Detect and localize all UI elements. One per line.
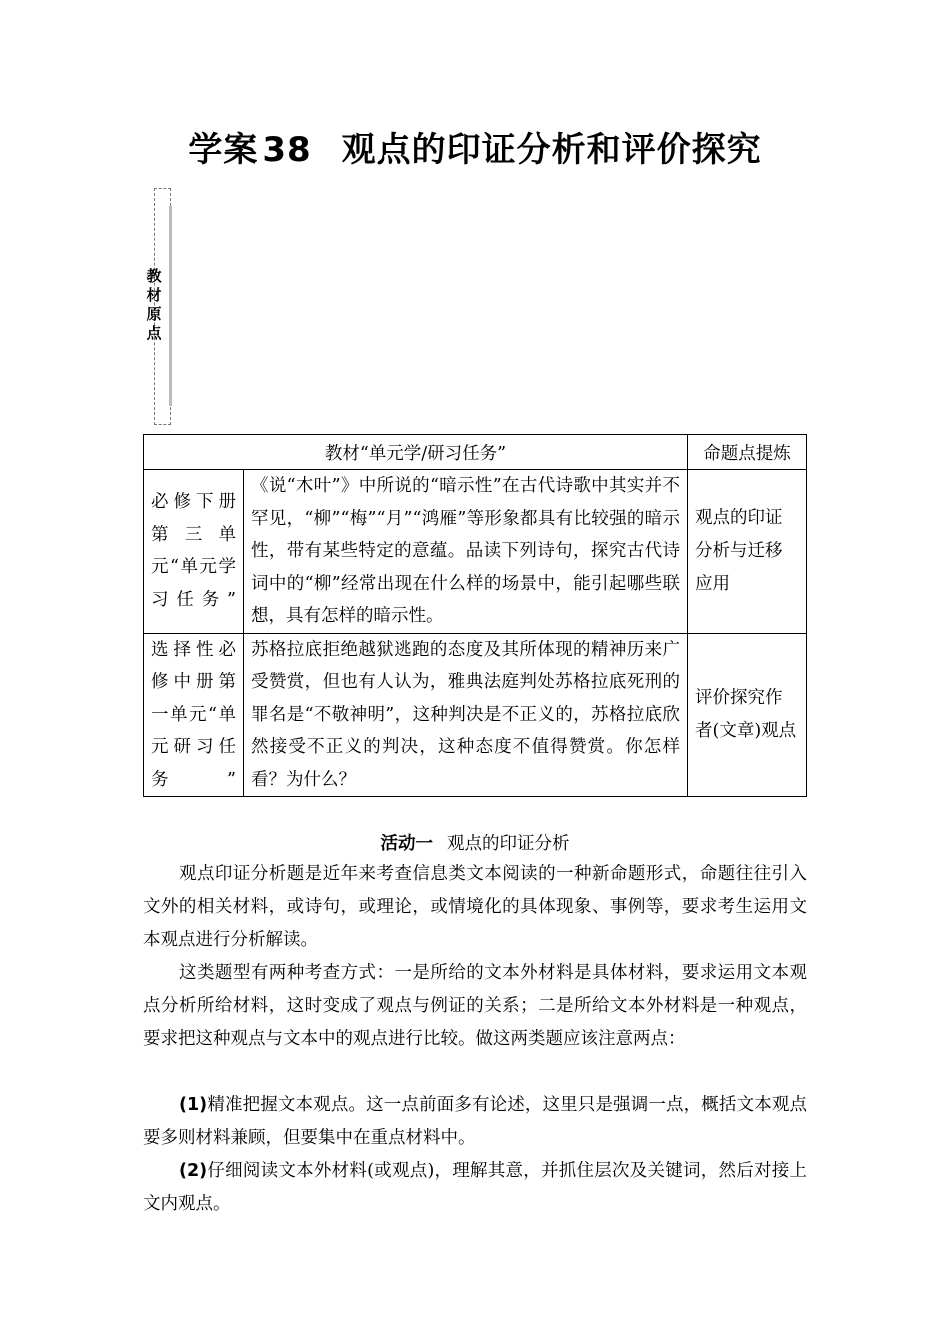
table-cell-task: 苏格拉底拒绝越狱逃跑的态度及其所体现的精神历来广受赞赏，但也有人认为，雅典法庭判处苏格拉底死刑的罪名是“不敬神明”，这种判决是不正义的，苏格拉底欣然接受不正义的判决，这种态度不值得赞赏。你怎样看？为什么？ [244, 633, 688, 797]
point-1-text: 精准把握文本观点。这一点前面多有论述，这里只是强调一点，概括文本观点要多则材料兼顾，但要集中在重点材料中。 [143, 1095, 807, 1148]
table-cell-point: 评价探究作者(文章)观点 [688, 633, 807, 797]
side-tab-label: 教 材 原 点 [146, 267, 162, 342]
paragraph-methods: 这类题型有两种考查方式：一是所给的文本外材料是具体材料，要求运用文本观点分析所给材料，这时变成了观点与例证的关系；二是所给文本外材料是一种观点，要求把这种观点与文本中的观点进行比较。做这两类题应该注意两点： [143, 963, 807, 1049]
table-cell-source: 选择性必修中册第一单元“单元研习任务” [144, 633, 244, 797]
table-cell-task: 《说“木叶”》中所说的“暗示性”在古代诗歌中其实并不罕见，“柳”“梅”“月”“鸿雁”等形象都具有比较强的暗示性，带有某些特定的意蕴。品读下列诗句，探究古代诗词中的“柳”经常出现在什么样的场景中，能引起哪些联想，具有怎样的暗示性。 [244, 470, 688, 634]
table-row [144, 470, 807, 634]
side-tab-bar [169, 206, 172, 406]
page-title [0, 122, 950, 171]
activity-heading [0, 830, 950, 855]
title-text: 观点的印证分析和评价探究 [341, 130, 762, 170]
title-number: 38 [262, 130, 312, 170]
table-cell-source: 必修下册第三单元“单元学习任务” [144, 470, 244, 634]
table-header-task: 教材“单元学/研习任务” [144, 435, 688, 470]
table-cell-point: 观点的印证分析与迁移应用 [688, 470, 807, 634]
table-header-row [144, 435, 807, 470]
point-1-number: (1) [179, 1095, 208, 1115]
point-2-text: 仔细阅读文本外材料(或观点)，理解其意，并抓住层次及关键词，然后对接上文内观点。 [143, 1161, 807, 1214]
table-header-point: 命题点提炼 [688, 435, 807, 470]
point-2-number: (2) [179, 1161, 208, 1181]
table-row [144, 633, 807, 797]
paragraph-point-1 [143, 1089, 807, 1155]
title-prefix: 学案 [188, 130, 259, 170]
paragraph-intro: 观点印证分析题是近年来考查信息类文本阅读的一种新命题形式，命题往往引入文外的相关材料，或诗句，或理论，或情境化的具体现象、事例等，要求考生运用文本观点进行分析解读。 [143, 864, 807, 950]
activity-title: 观点的印证分析 [447, 834, 570, 854]
paragraph-point-2 [143, 1155, 807, 1221]
task-table [143, 434, 807, 797]
activity-label: 活动一 [380, 834, 433, 854]
